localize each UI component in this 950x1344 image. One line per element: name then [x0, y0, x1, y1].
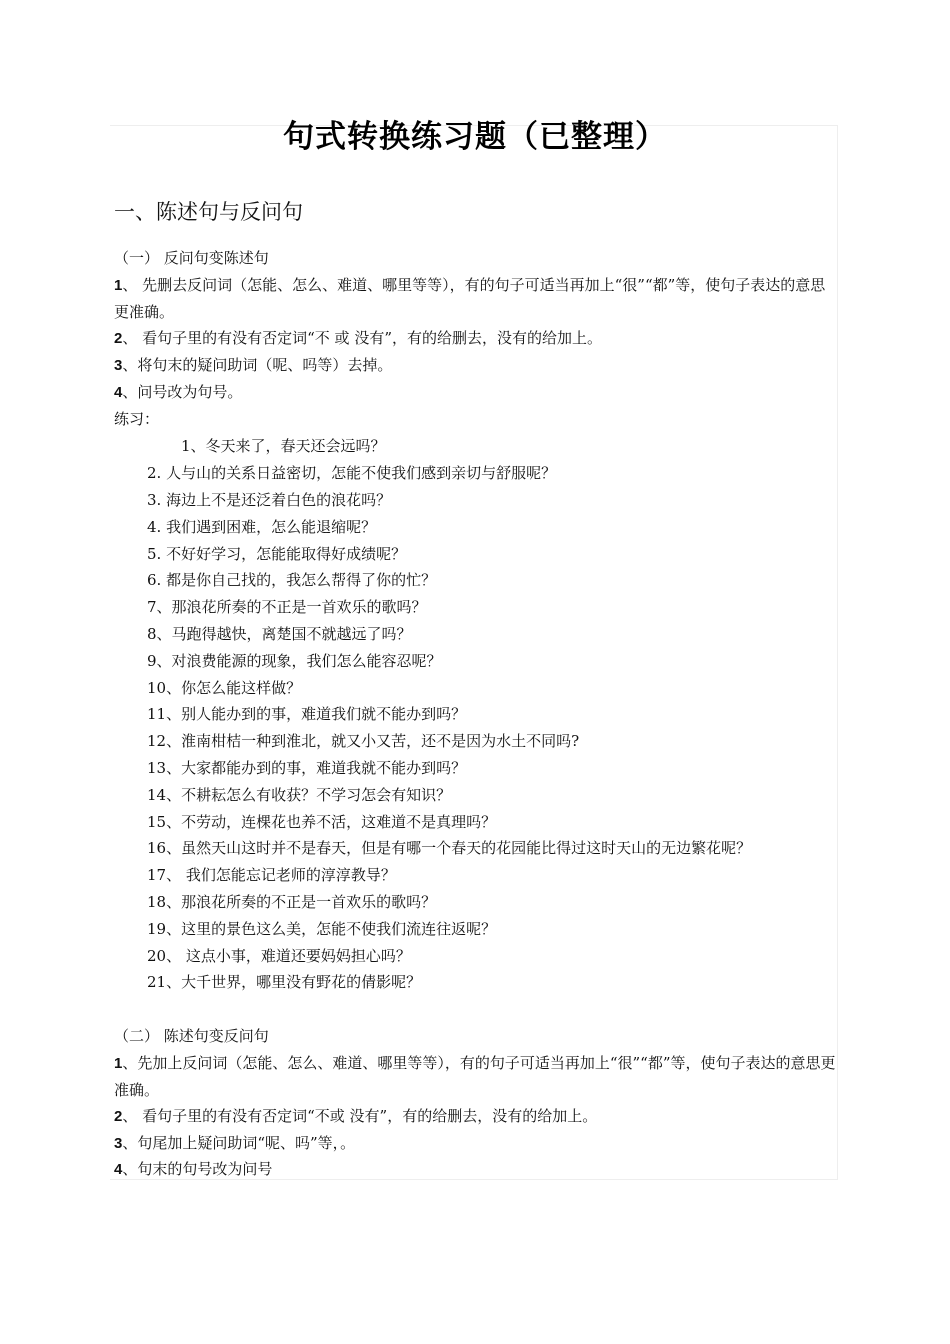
part1-rule-1	[114, 272, 840, 325]
exercise-item: 12、淮南柑桔一种到淮北，就又小又苦，还不是因为水土不同吗?	[147, 732, 580, 750]
exercise-item: 20、 这点小事，难道还要妈妈担心吗？	[147, 947, 411, 965]
exercise-item: 16、虽然天山这时并不是春天，但是有哪一个春天的花园能比得过这时天山的无边繁花呢？	[147, 839, 752, 857]
rule-number: 2	[114, 330, 123, 347]
rule-number: 1	[114, 1055, 123, 1072]
rule-text: 、句尾加上疑问助词“呢、吗”等，。	[122, 1134, 356, 1152]
exercise-item: 7、那浪花所奏的不正是一首欢乐的歌吗？	[147, 598, 427, 616]
rule-number: 3	[114, 1135, 123, 1152]
rule-text: 、 看句子里的有没有否定词“不 或 没有”，有的给删去，没有的给加上。	[122, 329, 602, 347]
exercise-item: 11、别人能办到的事，难道我们就不能办到吗？	[147, 705, 467, 723]
exercise-item: 13、大家都能办到的事，难道我就不能办到吗？	[147, 759, 467, 777]
part1-heading: （一） 反问句变陈述句	[114, 249, 269, 267]
exercise-item: 19、这里的景色这么美，怎能不使我们流连往返呢？	[147, 920, 497, 938]
exercise-item: 9、对浪费能源的现象，我们怎么能容忍呢？	[147, 652, 442, 670]
rule-text: 、将句末的疑问助词（呢、吗等）去掉。	[122, 356, 393, 374]
section-heading: 一、陈述句与反问句	[114, 200, 303, 224]
part2-heading: （二） 陈述句变反问句	[114, 1027, 269, 1045]
exercise-item: 15、不劳动，连棵花也养不活，这难道不是真理吗？	[147, 813, 497, 831]
exercise-item: 17、 我们怎能忘记老师的淳淳教导？	[147, 866, 396, 884]
rule-number: 4	[114, 1161, 123, 1178]
exercise-item: 5. 不好好学习，怎能能取得好成绩呢？	[147, 545, 407, 563]
exercise-item: 1、冬天来了，春天还会远吗？	[181, 437, 386, 455]
part2-rule-2	[114, 1103, 597, 1129]
page-title: 句式转换练习题（已整理）	[283, 119, 667, 155]
practice-label: 练习：	[114, 410, 160, 428]
rule-text: 、先加上反问词（怎能、怎么、难道、哪里等等），有的句子可适当再加上“很”“都”等，使句子表达的意思更准确。	[114, 1054, 836, 1099]
rule-number: 1	[114, 277, 123, 294]
rule-text: 、问号改为句号。	[122, 383, 243, 401]
part1-rule-2	[114, 325, 602, 351]
part1-rule-3	[114, 352, 392, 378]
rule-number: 2	[114, 1108, 123, 1125]
exercise-item: 8、马跑得越快，离楚国不就越远了吗？	[147, 625, 412, 643]
exercise-item: 3. 海边上不是还泛着白色的浪花吗？	[147, 491, 392, 509]
rule-number: 4	[114, 384, 123, 401]
exercise-item: 10、你怎么能这样做？	[147, 679, 302, 697]
exercise-item: 4. 我们遇到困难，怎么能退缩呢？	[147, 518, 377, 536]
part2-rule-1	[114, 1050, 840, 1103]
rule-number: 3	[114, 357, 123, 374]
rule-text: 、句末的句号改为问号	[122, 1160, 273, 1178]
part2-rule-3	[114, 1130, 355, 1156]
part1-rule-4	[114, 379, 242, 405]
exercise-item: 2. 人与山的关系日益密切，怎能不使我们感到亲切与舒服呢？	[147, 464, 557, 482]
exercise-item: 18、那浪花所奏的不正是一首欢乐的歌吗？	[147, 893, 437, 911]
part2-rule-4	[114, 1156, 272, 1182]
exercise-item: 21、大千世界，哪里没有野花的倩影呢？	[147, 973, 422, 991]
exercise-item: 6. 都是你自己找的，我怎么帮得了你的忙？	[147, 571, 437, 589]
exercise-item: 14、不耕耘怎么有收获？不学习怎会有知识？	[147, 786, 452, 804]
rule-text: 、 看句子里的有没有否定词“不或 没有”，有的给删去，没有的给加上。	[122, 1107, 598, 1125]
rule-text: 、 先删去反问词（怎能、怎么、难道、哪里等等），有的句子可适当再加上“很”“都”等，使句子表达的意思更准确。	[114, 276, 826, 321]
